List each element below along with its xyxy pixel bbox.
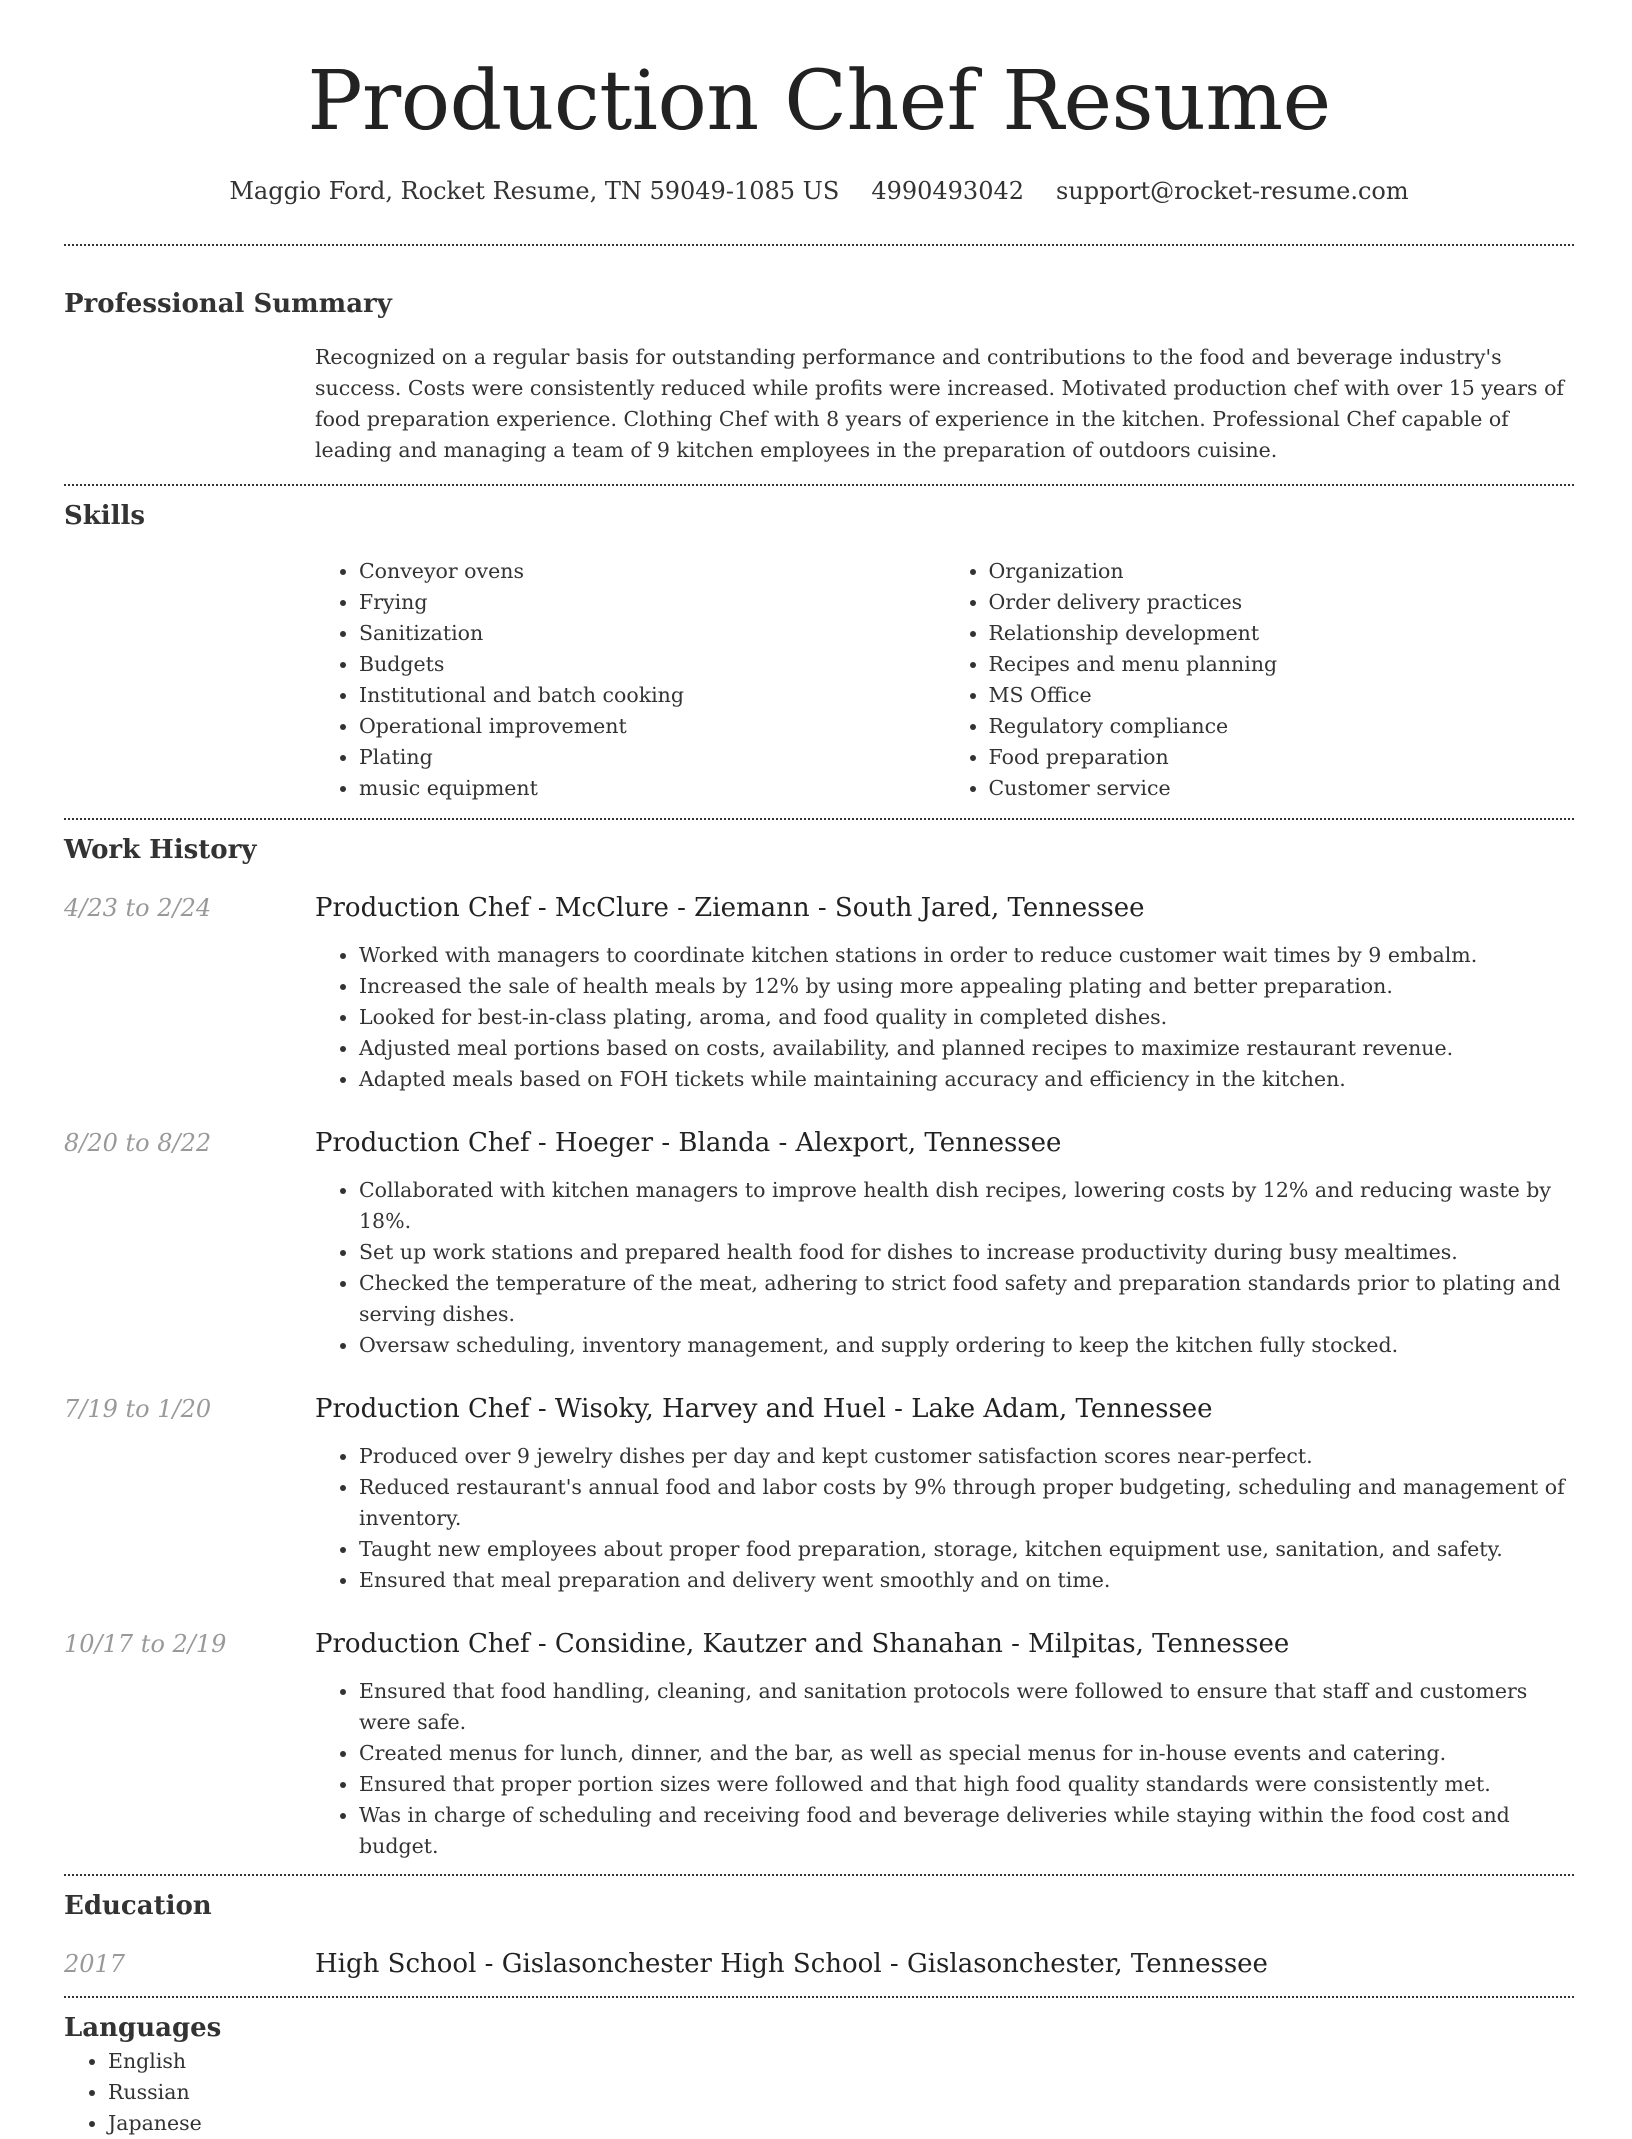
job-bullet: • Produced over 9 jewelry dishes per day and kept customer satisfaction scores near-perfect.: [359, 1441, 1574, 1472]
contact-address: Maggio Ford, Rocket Resume, TN 59049-1085 US: [229, 177, 840, 205]
job-entry: [64, 1391, 1574, 1596]
job-bullets: [315, 1175, 1574, 1361]
job-list: [64, 890, 1574, 1862]
skill-item: • Recipes and menu planning: [989, 649, 1575, 680]
education-title: High School - Gislasonchester High School - Gislasonchester, Tennessee: [315, 1949, 1268, 1979]
languages-list: [64, 2046, 1574, 2139]
skill-item: • Food preparation: [989, 742, 1575, 773]
summary-section: [64, 246, 1574, 484]
job-bullet: • Looked for best-in-class plating, aroma, and food quality in completed dishes.: [359, 1002, 1574, 1033]
skills-heading: Skills: [64, 501, 146, 531]
job-date: 10/17 to 2/19: [64, 1630, 227, 1658]
job-date: 4/23 to 2/24: [64, 894, 212, 922]
summary-text: Recognized on a regular basis for outstanding performance and contributions to the food and beverage industry's success. Costs were consistently reduced while profits were increased. Motivated production chef with over 15 years of food preparation experience. Clothing Chef with 8 years of experience in the kitchen. Professional Chef capable of leading and managing a team of 9 kitchen employees in the preparation of outdoors cuisine.: [315, 345, 1565, 462]
job-date: 7/19 to 1/20: [64, 1395, 212, 1423]
job-title: Production Chef - McClure - Ziemann - South Jared, Tennessee: [315, 893, 1145, 923]
skill-item: • Frying: [359, 587, 945, 618]
education-date: 2017: [64, 1950, 126, 1978]
work-heading: Work History: [64, 835, 257, 865]
job-entry: [64, 1626, 1574, 1862]
job-bullet: • Reduced restaurant's annual food and labor costs by 9% through proper budgeting, scheduling and management of inventory.: [359, 1472, 1574, 1534]
job-bullet: • Oversaw scheduling, inventory management, and supply ordering to keep the kitchen fully stocked.: [359, 1330, 1574, 1361]
job-bullet: • Created menus for lunch, dinner, and the bar, as well as special menus for in-house events and catering.: [359, 1738, 1574, 1769]
skill-item: • MS Office: [989, 680, 1575, 711]
job-bullets: [315, 940, 1574, 1095]
skills-grid: [315, 556, 1574, 804]
job-bullet: • Ensured that proper portion sizes were followed and that high food quality standards were consistently met.: [359, 1769, 1574, 1800]
work-section: [64, 820, 1574, 1874]
job-bullet: • Checked the temperature of the meat, adhering to strict food safety and preparation standards prior to plating and serving dishes.: [359, 1268, 1574, 1330]
job-title: Production Chef - Hoeger - Blanda - Alexport, Tennessee: [315, 1128, 1062, 1158]
education-entry: [64, 1946, 1574, 1982]
skill-item: • Customer service: [989, 773, 1575, 804]
skills-section: [64, 486, 1574, 818]
job-bullet: • Collaborated with kitchen managers to improve health dish recipes, lowering costs by 12% and reducing waste by 18%.: [359, 1175, 1574, 1237]
job-header: [64, 1391, 1574, 1427]
job-header: [64, 1626, 1574, 1662]
job-title: Production Chef - Wisoky, Harvey and Huel - Lake Adam, Tennessee: [315, 1394, 1213, 1424]
skill-item: • Institutional and batch cooking: [359, 680, 945, 711]
job-bullets: [315, 1676, 1574, 1862]
language-item: • Russian: [108, 2077, 1574, 2108]
job-entry: [64, 1125, 1574, 1361]
education-section: [64, 1876, 1574, 1996]
skill-item: • Regulatory compliance: [989, 711, 1575, 742]
resume-page: [64, 0, 1574, 2139]
job-date: 8/20 to 8/22: [64, 1129, 212, 1157]
job-entry: [64, 890, 1574, 1095]
job-bullet: • Worked with managers to coordinate kitchen stations in order to reduce customer wait times by 9 embalm.: [359, 940, 1574, 971]
job-bullet: • Adapted meals based on FOH tickets while maintaining accuracy and efficiency in the kitchen.: [359, 1064, 1574, 1095]
job-bullet: • Taught new employees about proper food preparation, storage, kitchen equipment use, sanitation, and safety.: [359, 1534, 1574, 1565]
job-bullets: [315, 1441, 1574, 1596]
job-bullet: • Ensured that meal preparation and delivery went smoothly and on time.: [359, 1565, 1574, 1596]
page-title: Production Chef Resume: [307, 54, 1331, 149]
skill-item: • Sanitization: [359, 618, 945, 649]
job-bullet: • Increased the sale of health meals by 12% by using more appealing plating and better preparation.: [359, 971, 1574, 1002]
skill-item: • Order delivery practices: [989, 587, 1575, 618]
education-heading: Education: [64, 1891, 212, 1921]
job-bullet: • Set up work stations and prepared health food for dishes to increase productivity during busy mealtimes.: [359, 1237, 1574, 1268]
skills-list-left: [315, 556, 945, 804]
job-title: Production Chef - Considine, Kautzer and Shanahan - Milpitas, Tennessee: [315, 1629, 1290, 1659]
skills-list-right: [945, 556, 1575, 804]
language-item: • Japanese: [108, 2108, 1574, 2139]
contact-line: [64, 174, 1574, 208]
skill-item: • Conveyor ovens: [359, 556, 945, 587]
skill-item: • Budgets: [359, 649, 945, 680]
languages-heading: Languages: [64, 2013, 222, 2043]
job-bullet: • Ensured that food handling, cleaning, and sanitation protocols were followed to ensure that staff and customers were safe.: [359, 1676, 1574, 1738]
job-bullet: • Was in charge of scheduling and receiving food and beverage deliveries while staying within the food cost and budget.: [359, 1800, 1574, 1862]
skill-item: • Organization: [989, 556, 1575, 587]
skill-item: • Relationship development: [989, 618, 1575, 649]
contact-phone: 4990493042: [871, 177, 1025, 205]
job-header: [64, 890, 1574, 926]
skill-item: • Operational improvement: [359, 711, 945, 742]
job-bullet: • Adjusted meal portions based on costs, availability, and planned recipes to maximize restaurant revenue.: [359, 1033, 1574, 1064]
languages-section: [64, 1998, 1574, 2139]
contact-email: support@rocket-resume.com: [1056, 177, 1409, 205]
job-header: [64, 1125, 1574, 1161]
summary-heading: Professional Summary: [64, 289, 392, 319]
skill-item: • Plating: [359, 742, 945, 773]
language-item: • English: [108, 2046, 1574, 2077]
skill-item: • music equipment: [359, 773, 945, 804]
